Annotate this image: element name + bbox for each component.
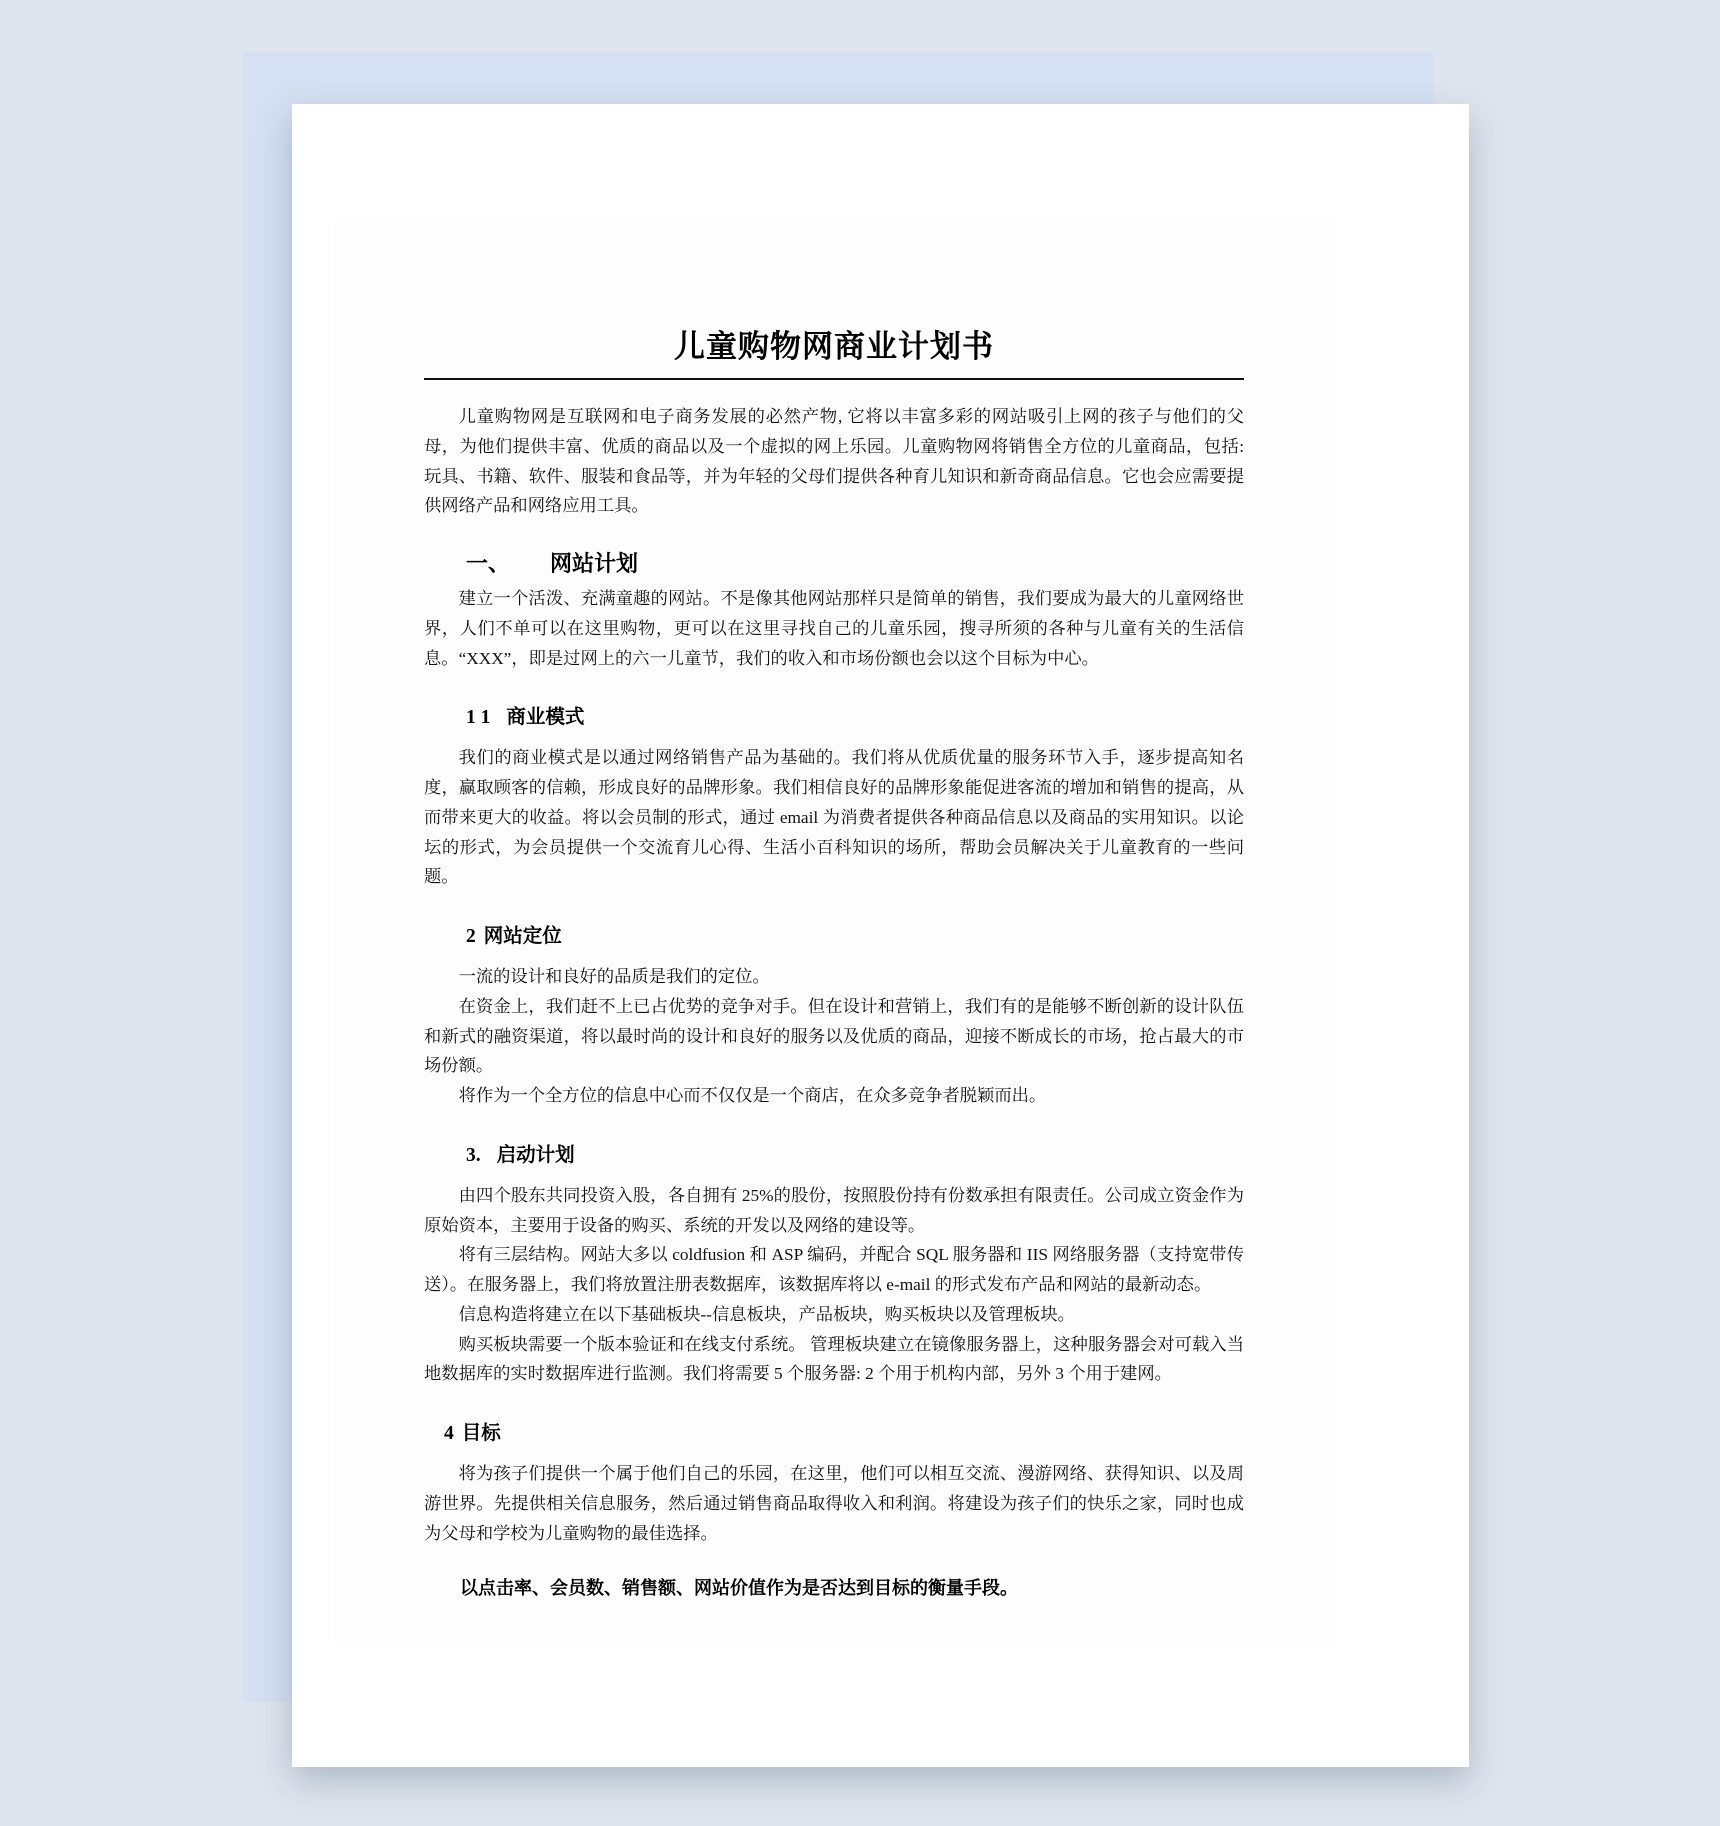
subsection-number-1-3: 3. bbox=[466, 1144, 481, 1166]
subsection-title-1-4: 目标 bbox=[461, 1423, 501, 1444]
section-title-1: 网站计划 bbox=[550, 551, 639, 576]
subsection-title-1-1: 商业模式 bbox=[506, 707, 585, 729]
subsection-number-1-2: 2 bbox=[466, 926, 476, 947]
intro-paragraph: 儿童购物网是互联网和电子商务发展的必然产物, 它将以丰富多彩的网站吸引上网的孩子与他们的父母，为他们提供丰富、优质的商品以及一个虚拟的网上乐园。儿童购物网将销售全方位的儿童商品，包括: 玩具、书籍、软件、服装和食品等，并为年轻的父母们提供各种育儿知识和新奇商品信息。它也会应需要提供网络产品和网络应用工具。 bbox=[424, 407, 1244, 516]
subsection-heading-1-1 bbox=[424, 701, 1244, 729]
subsection-1-1-paragraph-1: 我们的商业模式是以通过网络销售产品为基础的。我们将从优质优量的服务环节入手，逐步提高知名度，赢取顾客的信赖，形成良好的品牌形象。我们相信良好的品牌形象能促进客流的增加和销售的提高，从而带来更大的收益。将以会员制的形式，通过 email 为消费者提供各种商品信息以及商品的实用知识。以论坛的形式，为会员提供一个交流育儿心得、生活小百科知识的场所，帮助会员解决关于儿童教育的一些问题。 bbox=[424, 748, 1244, 887]
section-heading-1 bbox=[424, 547, 1244, 578]
subsection-number-1-4: 4 bbox=[444, 1423, 454, 1444]
document-page bbox=[292, 104, 1469, 1767]
document-content-area bbox=[334, 221, 1334, 1646]
subsection-heading-1-3 bbox=[424, 1139, 1244, 1167]
page-title: 儿童购物网商业计划书 bbox=[674, 329, 994, 364]
subsection-1-2-paragraph-3: 将作为一个全方位的信息中心而不仅仅是一个商店，在众多竞争者脱颖而出。 bbox=[458, 1086, 1047, 1105]
subsection-heading-1-2 bbox=[424, 920, 1244, 948]
subsection-title-1-2: 网站定位 bbox=[483, 926, 562, 947]
subsection-1-3-paragraph-2: 将有三层结构。网站大多以 coldfusion 和 ASP 编码，并配合 SQL 服务器和 IIS 网络服务器（支持宽带传送）。在服务器上，我们将放置注册表数据库，该数据库将以 e-mail 的形式发布产品和网站的最新动态。 bbox=[424, 1245, 1244, 1294]
section-1-paragraph-1: 建立一个活泼、充满童趣的网站。不是像其他网站那样只是简单的销售，我们要成为最大的儿童网络世界，人们不单可以在这里购物，更可以在这里寻找自己的儿童乐园，搜寻所须的各种与儿童有关的生活信息。“XXX”，即是过网上的六一儿童节，我们的收入和市场份额也会以这个目标为中心。 bbox=[424, 589, 1244, 668]
subsection-1-2-paragraph-2: 在资金上，我们赶不上已占优势的竞争对手。但在设计和营销上，我们有的是能够不断创新的设计队伍和新式的融资渠道，将以最时尚的设计和良好的服务以及优质的商品，迎接不断成长的市场，抢占最大的市场份额。 bbox=[424, 996, 1244, 1076]
subsection-1-2-paragraph-1: 一流的设计和良好的品质是我们的定位。 bbox=[458, 967, 770, 986]
section-number-1: 一、 bbox=[466, 551, 511, 576]
subsection-heading-1-4 bbox=[424, 1417, 1244, 1445]
subsection-1-3-paragraph-1: 由四个股东共同投资入股，各自拥有 25%的股份，按照股份持有份数承担有限责任。公司成立资金作为原始资本，主要用于设备的购买、系统的开发以及网络的建设等。 bbox=[424, 1185, 1244, 1235]
subsection-1-3-paragraph-3: 信息构造将建立在以下基础板块--信息板块，产品板块，购买板块以及管理板块。 bbox=[458, 1304, 1075, 1324]
title-divider bbox=[424, 378, 1244, 380]
closing-statement: 以点击率、会员数、销售额、网站价值作为是否达到目标的衡量手段。 bbox=[460, 1578, 1018, 1599]
subsection-1-4-paragraph-1: 将为孩子们提供一个属于他们自己的乐园，在这里，他们可以相互交流、漫游网络、获得知识、以及周游世界。先提供相关信息服务，然后通过销售商品取得收入和利润。将建设为孩子们的快乐之家，同时也成为父母和学校为儿童购物的最佳选择。 bbox=[424, 1464, 1244, 1543]
subsection-number-1-1: 1 1 bbox=[466, 707, 491, 729]
subsection-1-3-paragraph-4: 购买板块需要一个版本验证和在线支付系统。 管理板块建立在镜像服务器上，这种服务器会对可载入当地数据库的实时数据库进行监测。我们将需要 5 个服务器: 2 个用于机构内部，另外 3 个用于建网。 bbox=[424, 1334, 1244, 1384]
subsection-title-1-3: 启动计划 bbox=[496, 1144, 575, 1166]
